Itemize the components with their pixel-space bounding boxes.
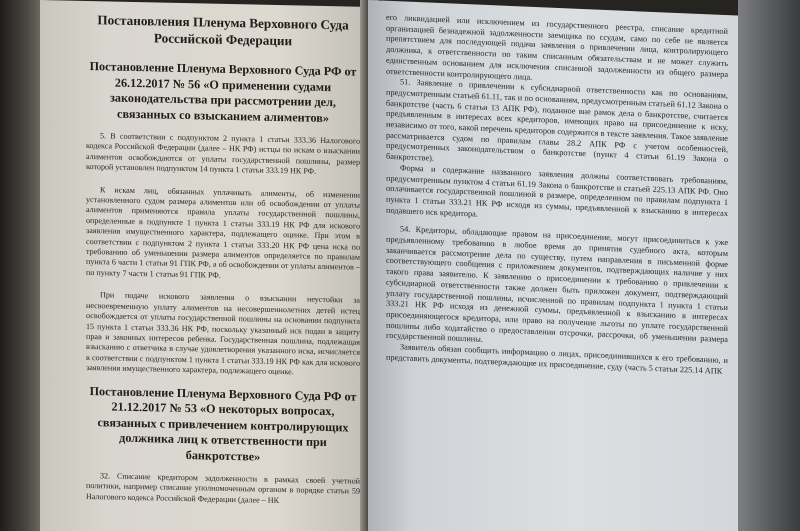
- paragraph: 54. Кредиторы, обладающие правом на присоединение, могут присоединиться к уже предъявленному требованию в любое время до принятия судебного акта, которым заканчивается рассмотрение дела по существу, путем направления в письменной форме соответствующего сообщения с приложением документов, подтверждающих наличие у них такого права заявителю. К заявлению о присоединении к требованию о привлечении к субсидиарной ответственности также должен быть приложен документ, подтверждающий уплату государственной пошлины, исчисленной по правилам подпункта 1 пункта 1 статьи 333.21 НК РФ исходя из денежной суммы, предъявленной к взысканию в интересах присоединяющегося кредитора, или право на получение льготы по уплате государственной пошлины либо ходатайство о предоставлении отсрочки, рассрочки, об уменьшении размера государственной пошлины.: [386, 224, 728, 345]
- right-page: [368, 0, 740, 531]
- section-title: Постановления Пленума Верховного Суда Российской Федерации: [97, 12, 349, 49]
- paragraph: 32. Списание кредитором задолженности в рамках своей учетной политики, например списание уполномоченным органом в порядке статьи 59 Налогового кодекса Российской Федерации (далее – НК: [86, 471, 360, 505]
- paragraph: его ликвидацией или исключением из государственного реестра, списание кредитной организацией безнадежной задолженности заемщика по ссудам, само по себе не является препятствием для последующей подачи заявления о привлечении лица, контролирующего должника, к ответственности по таким списанным обязательствам и не может служить единственным основанием для исключения списанной задолженности из общего размера ответственности контролирующего лица.: [386, 12, 728, 82]
- left-page: [40, 0, 378, 531]
- paragraph: 5. В соответствии с подпунктом 2 пункта 1 статьи 333.36 Налогового кодекса Российской Федерации (далее – НК РФ) истцы по искам о взыскании алиментов освобождаются от уплаты государственной пошлины, размер которой установлен подпунктом 14 пункта 1 статьи 333.19 НК РФ.: [86, 131, 360, 177]
- document-title-56: Постановление Пленума Верховного Суда РФ от 26.12.2017 № 56 «О применении судами законодательства при рассмотрении дел, связанных со взысканием алиментов»: [89, 59, 357, 125]
- paragraph: Заявитель обязан сообщить информацию о лицах, присоединившихся к его требованию, и представить документы, подтверждающие их присоединение, суду (часть 5 статьи 225.14 АПК: [386, 342, 728, 376]
- book-right-edge: [738, 0, 800, 531]
- document-title-53: Постановление Пленума Верховного Суда РФ от 21.12.2017 № 53 «О некоторых вопросах, связанных с привлечением контролирующих должника лиц к ответственности при банкротстве»: [89, 383, 357, 464]
- paragraph: Форма и содержание названного заявления должны соответствовать требованиям, предусмотренным пунктом 4 статьи 61.19 Закона о банкротстве и статьей 225.13 АПК РФ. Оно оплачивается государственной пошлиной в размере, определенном по правилам подпункта 1 пункта 1 статьи 333.21 НК РФ исходя из суммы, предъявленной к взысканию в интересах подавшего иск кредитора.: [386, 163, 728, 219]
- paragraph: К искам лиц, обязанных уплачивать алименты, об изменении установленного судом размера алиментов или об освобождении от уплаты алиментов применяются правила уплаты государственной пошлины, определенные в подпункте 1 пункта 1 статьи 333.19 НК РФ для искового заявления имущественного характера, подлежащего оценке. При этом в соответствии с подпунктом 2 пункта 1 статьи 333.20 НК РФ цена иска по требованию об уменьшении размера алиментов определяется по правилам пункта 6 части 1 статьи 91 ГПК РФ, а об освобождении от уплаты алиментов – по пункту 7 части 1 статьи 91 ГПК РФ.: [86, 184, 360, 280]
- paragraph: При подаче искового заявления о взыскании неустойки за несвоевременную уплату алиментов на несовершеннолетних детей истец освобождается от уплаты государственной пошлины на основании подпункта 15 пункта 1 статьи 333.36 НК РФ, поскольку указанный иск подан в защиту прав и законных интересов ребенка. Государственная пошлина, подлежащая взысканию с ответчика в случае удовлетворения указанного иска, исчисляется в соответствии с подпунктом 1 пункта 1 статьи 333.19 НК РФ как для искового заявления имущественного характера, подлежащего оценке.: [86, 290, 360, 377]
- paragraph: 51. Заявление о привлечении к субсидиарной ответственности как по основаниям, предусмотренным статьей 61.11, так и по основаниям, предусмотренным статьей 61.12 Закона о банкротстве (часть 6 статьи 13 АПК РФ), поданное вне рамок дела о банкротстве, считается предъявленным в интересах всех кредиторов, имеющих право на присоединение к иску, независимо от того, какой перечень кредиторов содержится в тексте заявления. Такое заявление рассматривается судом по правилам главы 28.2 АПК РФ с учетом особенностей, предусмотренных законодательством о банкротстве (пункт 4 статьи 61.19 Закона о банкротстве).: [386, 77, 728, 165]
